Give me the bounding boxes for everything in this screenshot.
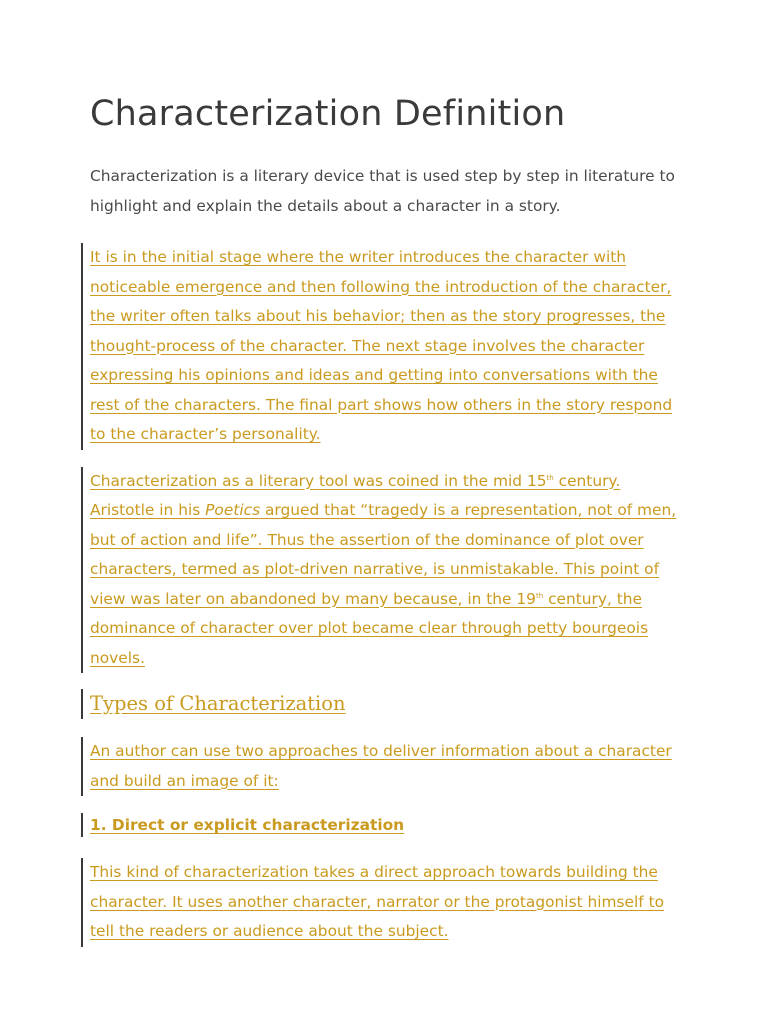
intro-paragraph: Characterization is a literary device that is used step by step in literature to highlight and explain the details about a character in a story.: [90, 167, 675, 215]
quote-block-history: [90, 467, 682, 674]
link-paragraph-approaches[interactable]: An author can use two approaches to deliver information about a character and build an image of it:: [90, 742, 672, 790]
page-title: Characterization Definition: [90, 94, 566, 134]
heading-types-of-characterization[interactable]: Types of Characterization: [90, 692, 346, 715]
history-text-part2: century. Aristotle in his: [90, 471, 621, 519]
quote-block-direct-heading: [90, 813, 682, 837]
poetics-title: Poetics: [205, 501, 261, 519]
link-paragraph-direct[interactable]: This kind of characterization takes a direct approach towards building the character. It uses another character, narrator or the protagonist himself to tell the readers or audience about the subject.: [90, 863, 665, 940]
quote-block-direct-description: [90, 858, 682, 947]
heading-direct-characterization[interactable]: 1. Direct or explicit characterization: [90, 816, 405, 834]
quote-block-approaches: [90, 737, 682, 796]
quote-bar: [81, 737, 83, 796]
quote-block-types-heading: [90, 689, 682, 719]
history-text-part3: argued that “tragedy is a representation, not of men, but of action and life”. Thus the assertion of the dominance of plot over characters, termed as plot-driven narrative, is unmistakable. This point of view was later on abandoned by many because, in the 19: [90, 501, 677, 608]
superscript-th: th: [535, 591, 544, 600]
quote-block-intro-stages: [90, 243, 682, 450]
link-paragraph-history[interactable]: [90, 472, 676, 667]
history-text-part1: Characterization as a literary tool was coined in the mid 15: [90, 471, 547, 490]
superscript-th: th: [546, 473, 554, 482]
quote-bar: [81, 858, 83, 947]
quote-bar: [81, 813, 83, 837]
quote-bar: [81, 689, 83, 719]
article: [90, 88, 682, 947]
history-text-part4: century, the dominance of character over plot became clear through petty bourgeois novels.: [90, 589, 649, 667]
link-paragraph-stages[interactable]: It is in the initial stage where the writer introduces the character with noticeable emergence and then following the introduction of the character, the writer often talks about his behavior; then as the story progresses, the thought-process of the character. The next stage involves the character expressing his opinions and ideas and getting into conversations with the rest of the characters. The final part shows how others in the story respond to the character’s personality.: [90, 248, 673, 443]
quote-bar: [81, 243, 83, 450]
quote-bar: [81, 467, 83, 674]
